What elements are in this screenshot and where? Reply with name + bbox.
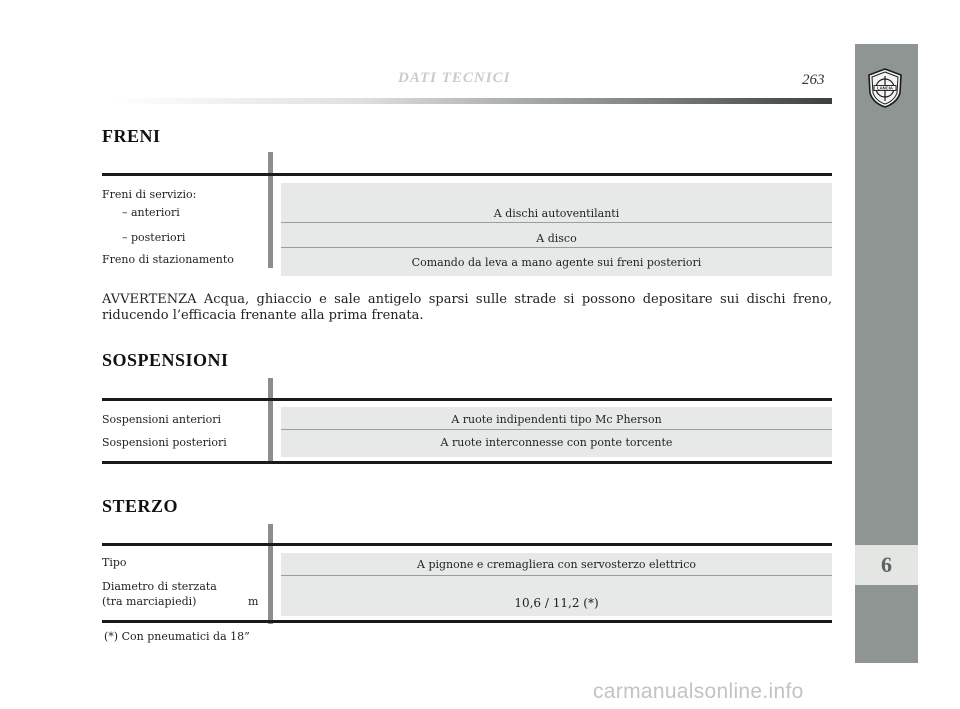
table-bottom-rule [102,461,832,464]
row-separator [281,247,832,248]
sterzo-diametro-value: 10,6 / 11,2 (*) [514,596,599,610]
brake-warning-note: AVVERTENZA Acqua, ghiaccio e sale antigelo sparsi sulle strade si possono depositare sui dischi freno, riducendo l’efficacia frenante alla prima frenata. [102,292,832,323]
freni-stazionamento-label: Freno di stazionamento [102,253,234,266]
table-divider [268,152,273,268]
freni-posteriori-label: – posteriori [122,231,186,244]
tyre-footnote: (*) Con pneumatici da 18” [104,630,250,643]
svg-text:LANCIA: LANCIA [877,85,893,91]
chapter-tab-strip [855,44,918,663]
row-separator [281,575,832,576]
sterzo-tipo-label: Tipo [102,556,127,569]
freni-servizio-label: Freni di servizio: [102,188,197,201]
row-separator [281,429,832,430]
table-divider [268,524,273,624]
header-rule [110,98,832,104]
table-top-rule [102,543,832,546]
chapter-number-tab[interactable]: 6 [855,545,918,585]
page-number: 263 [802,72,825,88]
table-divider [268,378,273,463]
section-header-title: DATI TECNICI [398,70,511,86]
sospensioni-title: SOSPENSIONI [102,350,229,370]
row-separator [281,222,832,223]
freni-anteriori-value: A dischi autoventilanti [493,207,620,220]
sospensioni-posteriori-value: A ruote interconnesse con ponte torcente [440,436,673,449]
sospensioni-anteriori-label: Sospensioni anteriori [102,413,222,426]
table-bottom-rule [102,620,832,623]
sterzo-title: STERZO [102,496,179,516]
freni-anteriori-label: – anteriori [122,206,180,219]
sterzo-tipo-value: A pignone e cremagliera con servosterzo elettrico [417,558,696,571]
lancia-shield-icon [867,68,903,108]
watermark-text[interactable]: carmanualsonline.info [593,680,804,703]
table-top-rule [102,398,832,401]
sospensioni-anteriori-value: A ruote indipendenti tipo Mc Pherson [451,413,662,426]
sospensioni-posteriori-label: Sospensioni posteriori [102,436,227,449]
freni-posteriori-value: A disco [536,232,577,245]
table-top-rule [102,173,832,176]
sterzo-diametro-unit: m [248,595,259,608]
sterzo-diametro-sublabel: (tra marciapiedi) [102,595,197,608]
freni-title: FRENI [102,126,161,146]
freni-stazionamento-value: Comando da leva a mano agente sui freni posteriori [411,256,702,269]
sterzo-diametro-label: Diametro di sterzata [102,580,217,593]
